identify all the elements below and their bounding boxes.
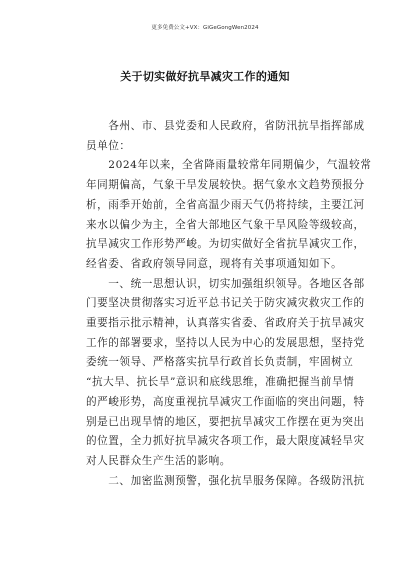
body-line: 的严峻形势，高度重视抗旱减灾工作面临的突出问题，特 — [86, 395, 365, 408]
body-line: 委统一领导、严格落实抗旱行政首长负责制，牢固树立 — [86, 356, 354, 369]
body-line: “抗大旱、抗长旱”意识和底线思维，准确把握当前旱情 — [86, 376, 355, 389]
body-line: 别是已出现旱情的地区，要把抗旱减灾工作摆在更为突出 — [86, 415, 365, 428]
body-line: 2024年以来，全省降雨量较常年同期偏少，气温较常 — [86, 159, 372, 172]
body-line: 员单位： — [86, 139, 131, 152]
body-line: 的位置，全力抓好抗旱减灾各项工作，最大限度减轻旱灾 — [86, 435, 365, 448]
body-line: 二、加密监测预警，强化抗旱服务保障。各级防汛抗 — [86, 474, 365, 487]
document-title: 关于切实做好抗旱减灾工作的通知 — [120, 70, 290, 83]
header-note: 更多免费公文+VX：GiGeGongWen2024 — [151, 25, 259, 31]
body-line: 对人民群众生产生活的影响。 — [86, 454, 231, 467]
body-line: 各州、市、县党委和人民政府，省防汛抗旱指挥部成 — [86, 120, 365, 132]
body-line: 一、统一思想认识，切实加强组织领导。各地区各部 — [86, 277, 365, 290]
body-line: 来水以偏少为主，全省大部地区气象干旱风险等级较高， — [86, 218, 365, 231]
body-line: 重要指示批示精神，认真落实省委、省政府关于抗旱减灾 — [86, 317, 365, 330]
body-line: 经省委、省政府领导同意，现将有关事项通知如下。 — [86, 257, 343, 270]
document-body — [86, 117, 372, 491]
body-line: 年同期偏高，气象干旱发展较快。据气象水文趋势预报分 — [86, 179, 365, 192]
body-line: 析，雨季开始前，全省高温少雨天气仍将持续，主要江河 — [86, 198, 365, 211]
body-line: 门要坚决贯彻落实习近平总书记关于防灾减灾救灾工作的 — [86, 297, 365, 310]
body-line: 工作的部署要求，坚持以人民为中心的发展思想，坚持党 — [86, 336, 365, 349]
body-line: 抗旱减灾工作形势严峻。为切实做好全省抗旱减灾工作， — [86, 238, 365, 251]
